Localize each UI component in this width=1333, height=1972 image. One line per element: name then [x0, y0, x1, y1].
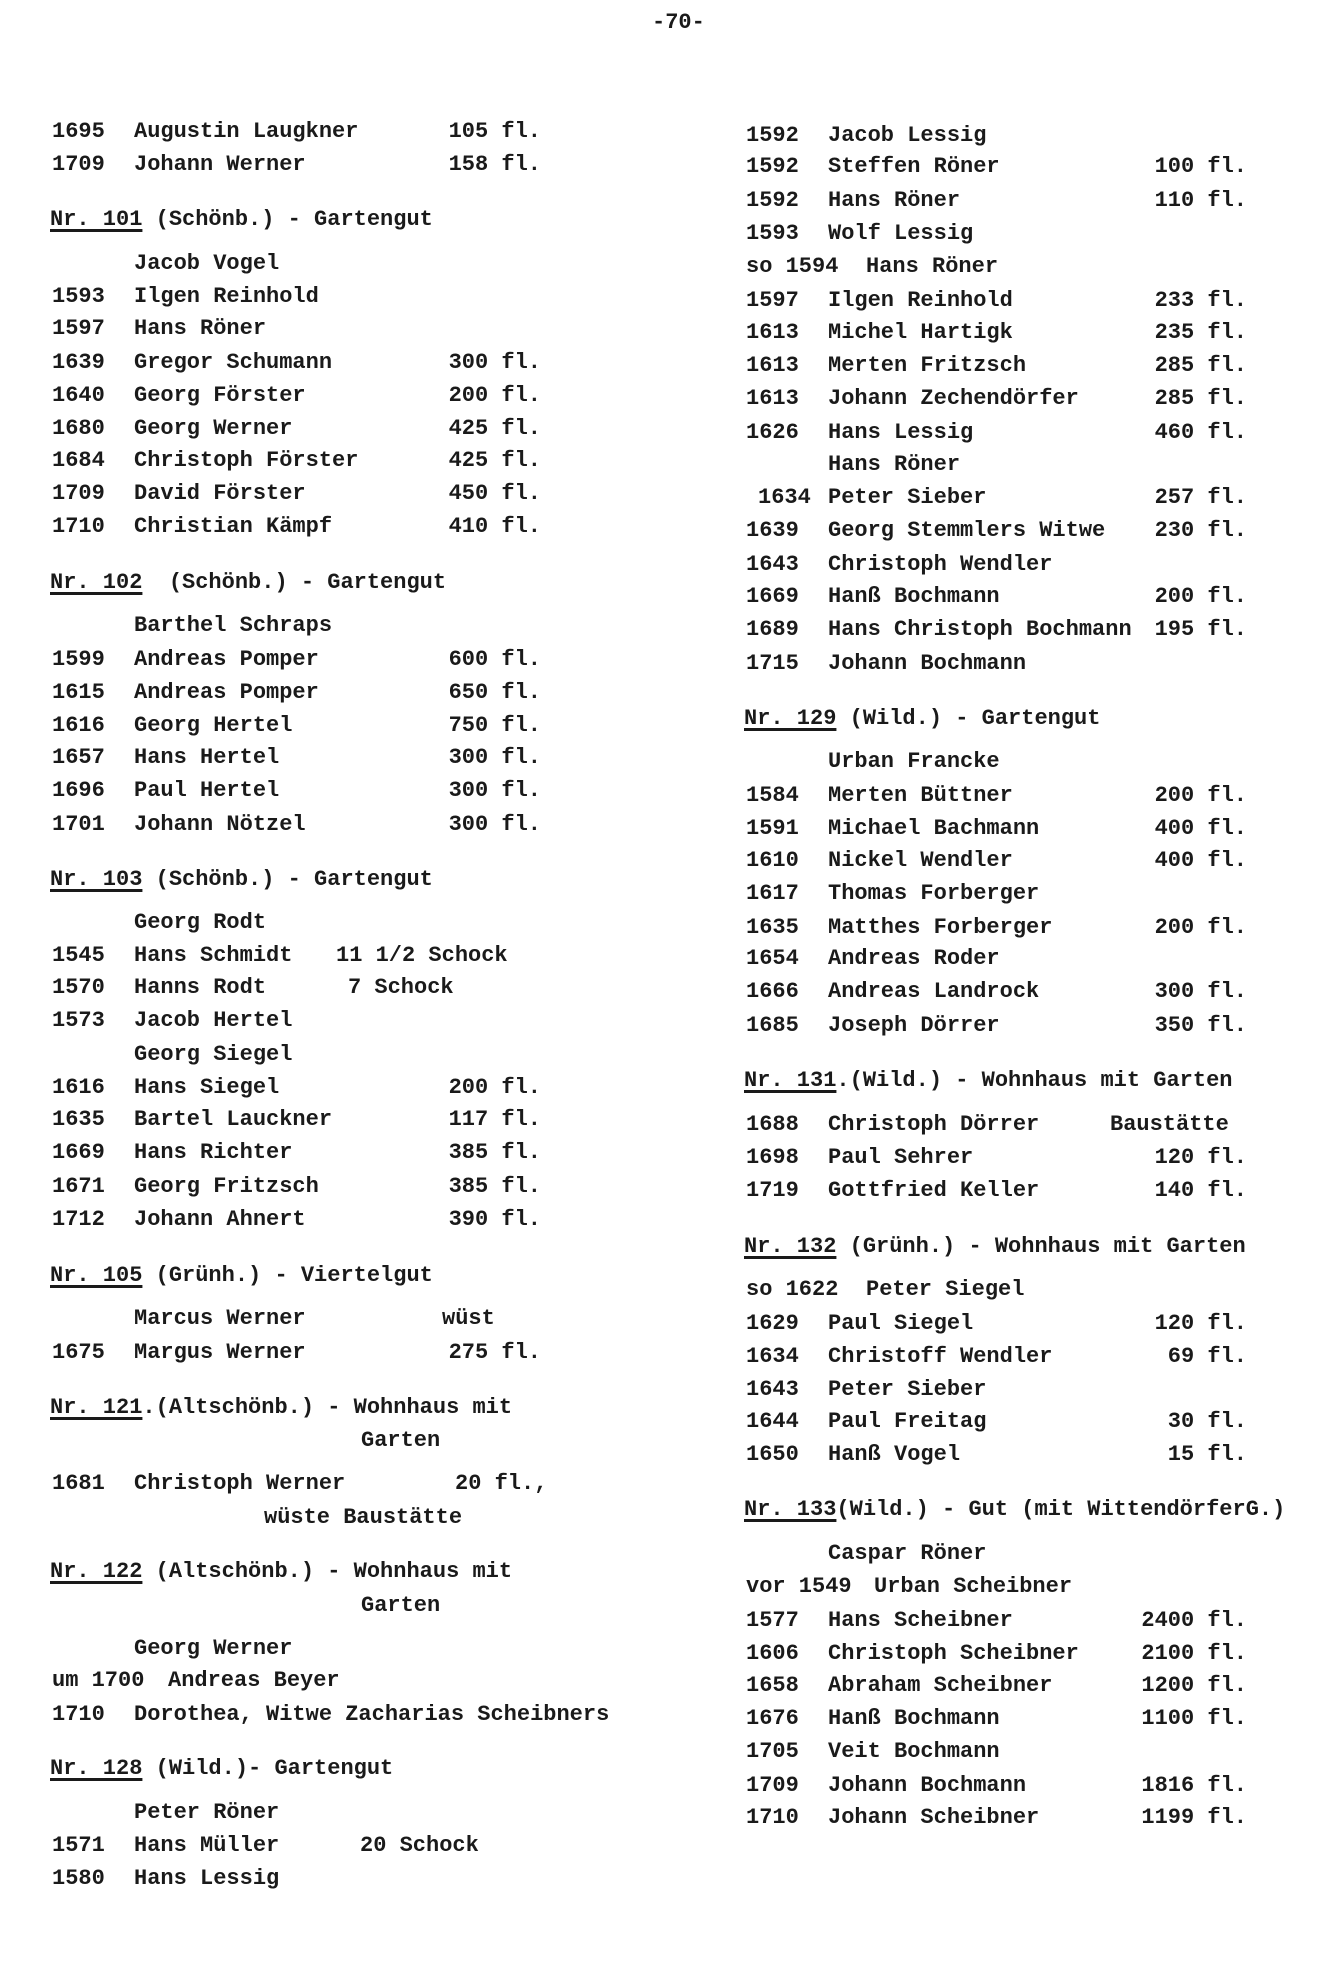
entry-name: Hans Schmidt — [134, 943, 293, 968]
section-heading — [744, 1234, 1246, 1260]
entry-value: 105 fl. — [448, 119, 541, 144]
entry-value: 385 fl. — [448, 1140, 541, 1165]
entry-year: 1657 — [52, 745, 105, 770]
entry-value: 400 fl. — [1154, 848, 1247, 873]
entry-value: 100 fl. — [1154, 154, 1247, 179]
entry-value: 69 fl. — [1167, 1344, 1247, 1369]
entry-year: 1684 — [52, 448, 105, 473]
entry-value: 120 fl. — [1154, 1145, 1247, 1170]
entry-name: Marcus Werner — [134, 1306, 306, 1331]
entry-value: 2100 fl. — [1141, 1641, 1247, 1666]
entry-year: 1626 — [746, 420, 799, 445]
entry-year: 1719 — [746, 1178, 799, 1203]
entry-name: Hanß Vogel — [828, 1442, 961, 1467]
entry-year: 1681 — [52, 1471, 105, 1496]
entry-year: 1635 — [746, 915, 799, 940]
entry-name: Andreas Roder — [828, 946, 1000, 971]
entry-year: 1666 — [746, 979, 799, 1004]
entry-name: Urban Francke — [828, 749, 1000, 774]
entry-value: 233 fl. — [1154, 288, 1247, 313]
entry-year: 1615 — [52, 680, 105, 705]
entry-year: um 1700 — [52, 1668, 145, 1693]
entry-name: Paul Siegel — [828, 1311, 974, 1336]
entry-year: 1685 — [746, 1013, 799, 1038]
entry-year: 1570 — [52, 975, 105, 1000]
entry-year: 1709 — [52, 152, 105, 177]
entry-value: 410 fl. — [448, 514, 541, 539]
entry-name: Steffen Röner — [828, 154, 1000, 179]
entry-value: 1200 fl. — [1141, 1673, 1247, 1698]
entry-year: 1592 — [746, 154, 799, 179]
entry-name: Ilgen Reinhold — [134, 284, 319, 309]
entry-year: 1635 — [52, 1107, 105, 1132]
entry-name: Hans Scheibner — [828, 1608, 1013, 1633]
entry-value: 200 fl. — [1154, 915, 1247, 940]
entry-name: Michel Hartigk — [828, 320, 1013, 345]
entry-year: 1610 — [746, 848, 799, 873]
entry-name: Andreas Beyer — [168, 1668, 340, 1693]
entry-value: 300 fl. — [448, 778, 541, 803]
entry-name: Augustin Laugkner — [134, 119, 359, 144]
entry-year: 1650 — [746, 1442, 799, 1467]
entry-name: Merten Büttner — [828, 783, 1013, 808]
entry-year: 1709 — [746, 1773, 799, 1798]
entry-year: vor 1549 — [746, 1574, 852, 1599]
property-number: Nr. 103 — [50, 867, 143, 892]
entry-year: 1709 — [52, 481, 105, 506]
entry-value: 15 fl. — [1167, 1442, 1247, 1467]
entry-value: 11 1/2 Schock — [336, 943, 508, 968]
entry-year: 1676 — [746, 1706, 799, 1731]
entry-name: Georg Hertel — [134, 713, 293, 738]
section-heading — [50, 207, 433, 233]
entry-year: 1597 — [746, 288, 799, 313]
entry-name: Jacob Vogel — [134, 251, 280, 276]
entry-year: so 1594 — [746, 254, 839, 279]
entry-value: 600 fl. — [448, 647, 541, 672]
entry-year: 1597 — [52, 316, 105, 341]
property-description: (Grünh.) - Wohnhaus mit Garten — [836, 1234, 1246, 1259]
entry-name: Bartel Lauckner — [134, 1107, 333, 1132]
entry-value: 30 fl. — [1167, 1409, 1247, 1434]
entry-year: 1644 — [746, 1409, 799, 1434]
entry-year: 1599 — [52, 647, 105, 672]
entry-name: Hans Röner — [866, 254, 999, 279]
entry-value: 20 fl., — [455, 1471, 548, 1496]
entry-year: 1640 — [52, 383, 105, 408]
entry-name: Michael Bachmann — [828, 816, 1040, 841]
entry-value: 230 fl. — [1154, 518, 1247, 543]
entry-name: Hans Lessig — [828, 420, 974, 445]
entry-name: Peter Siegel — [866, 1277, 1025, 1302]
entry-year: 1639 — [52, 350, 105, 375]
section-heading — [744, 1497, 1285, 1523]
entry-value: 400 fl. — [1154, 816, 1247, 841]
entry-year: 1643 — [746, 552, 799, 577]
property-description: (Schönb.) - Gartengut — [142, 207, 433, 232]
entry-value: 460 fl. — [1154, 420, 1247, 445]
entry-value: 2400 fl. — [1141, 1608, 1247, 1633]
entry-year: 1639 — [746, 518, 799, 543]
entry-year: 1606 — [746, 1641, 799, 1666]
entry-name: Christoph Förster — [134, 448, 359, 473]
section-heading — [50, 1395, 512, 1421]
entry-year: 1629 — [746, 1311, 799, 1336]
entry-value: 257 fl. — [1154, 485, 1247, 510]
section-heading — [744, 706, 1100, 732]
entry-value: 300 fl. — [1154, 979, 1247, 1004]
entry-year: 1696 — [52, 778, 105, 803]
entry-value: 285 fl. — [1154, 386, 1247, 411]
entry-name: Paul Hertel — [134, 778, 280, 803]
property-number: Nr. 133 — [744, 1497, 837, 1522]
entry-name: Christoph Werner — [134, 1471, 346, 1496]
entry-year: 1580 — [52, 1866, 105, 1891]
entry-value: 120 fl. — [1154, 1311, 1247, 1336]
entry-value: 300 fl. — [448, 350, 541, 375]
entry-name: Johann Ahnert — [134, 1207, 306, 1232]
entry-year: 1591 — [746, 816, 799, 841]
entry-year: 1710 — [52, 1702, 105, 1727]
entry-name: Hans Richter — [134, 1140, 293, 1165]
entry-value: 300 fl. — [448, 812, 541, 837]
entry-value: 110 fl. — [1154, 188, 1247, 213]
entry-name: Matthes Forberger — [828, 915, 1053, 940]
entry-year: 1613 — [746, 386, 799, 411]
entry-value: 140 fl. — [1154, 1178, 1247, 1203]
entry-value: 1100 fl. — [1141, 1706, 1247, 1731]
entry-year: 1710 — [52, 514, 105, 539]
entry-name: Peter Sieber — [828, 485, 987, 510]
entry-name: Hans Röner — [828, 188, 961, 213]
section-heading — [744, 1068, 1233, 1094]
property-number: Nr. 129 — [744, 706, 837, 731]
entry-name: Georg Rodt — [134, 910, 267, 935]
entry-name: Georg Stemmlers Witwe — [828, 518, 1106, 543]
entry-year: 1571 — [52, 1833, 105, 1858]
entry-name: Johann Bochmann — [828, 1773, 1027, 1798]
entry-value: 200 fl. — [448, 1075, 541, 1100]
property-description: (Schönb.) - Gartengut — [142, 570, 447, 595]
entry-year: 1592 — [746, 123, 799, 148]
entry-name: Johann Zechendörfer — [828, 386, 1079, 411]
continuation-note: Garten — [361, 1428, 441, 1453]
entry-name: Caspar Röner — [828, 1541, 987, 1566]
entry-year: 1698 — [746, 1145, 799, 1170]
property-description: (Wild.)- Gartengut — [142, 1756, 394, 1781]
entry-value: 650 fl. — [448, 680, 541, 705]
entry-value: 350 fl. — [1154, 1013, 1247, 1038]
property-number: Nr. 101 — [50, 207, 143, 232]
entry-name: Jacob Lessig — [828, 123, 987, 148]
property-description: (Wild.) - Gartengut — [836, 706, 1101, 731]
entry-name: Georg Werner — [134, 1636, 293, 1661]
entry-name: Gottfried Keller — [828, 1178, 1040, 1203]
entry-name: Christoph Scheibner — [828, 1641, 1079, 1666]
entry-name: Georg Siegel — [134, 1042, 293, 1067]
entry-name: Johann Nötzel — [134, 812, 306, 837]
entry-year: 1613 — [746, 320, 799, 345]
entry-name: Georg Förster — [134, 383, 306, 408]
entry-value: 200 fl. — [1154, 584, 1247, 609]
entry-name: Jacob Hertel — [134, 1008, 293, 1033]
entry-year: 1680 — [52, 416, 105, 441]
property-description: (Altschönb.) - Wohnhaus mit — [142, 1559, 513, 1584]
entry-name: Hanß Bochmann — [828, 584, 1000, 609]
entry-name: Andreas Landrock — [828, 979, 1040, 1004]
entry-year: 1616 — [52, 1075, 105, 1100]
entry-year: 1616 — [52, 713, 105, 738]
entry-year: 1593 — [746, 221, 799, 246]
entry-name: Gregor Schumann — [134, 350, 333, 375]
entry-value: 750 fl. — [448, 713, 541, 738]
entry-value: 300 fl. — [448, 745, 541, 770]
entry-year: 1705 — [746, 1739, 799, 1764]
entry-name: Christoph Wendler — [828, 552, 1053, 577]
entry-name: David Förster — [134, 481, 306, 506]
entry-year: 1613 — [746, 353, 799, 378]
entry-name: Hans Hertel — [134, 745, 280, 770]
entry-year: 1710 — [746, 1805, 799, 1830]
entry-year: 1671 — [52, 1174, 105, 1199]
entry-year: 1689 — [746, 617, 799, 642]
entry-name: Barthel Schraps — [134, 613, 333, 638]
property-number: Nr. 121 — [50, 1395, 143, 1420]
entry-name: Wolf Lessig — [828, 221, 974, 246]
entry-year: 1712 — [52, 1207, 105, 1232]
property-number: Nr. 131 — [744, 1068, 837, 1093]
entry-name: Dorothea, Witwe Zacharias Scheibners — [134, 1702, 610, 1727]
property-number: Nr. 105 — [50, 1263, 143, 1288]
entry-name: Merten Fritzsch — [828, 353, 1027, 378]
entry-year: 1577 — [746, 1608, 799, 1633]
property-number: Nr. 122 — [50, 1559, 143, 1584]
property-description: .(Altschönb.) - Wohnhaus mit — [142, 1395, 513, 1420]
entry-year: 1669 — [52, 1140, 105, 1165]
entry-year: 1643 — [746, 1377, 799, 1402]
entry-name: Johann Scheibner — [828, 1805, 1040, 1830]
section-heading — [50, 1756, 393, 1782]
property-description: (Wild.) - Gut (mit WittendörferG.) — [836, 1497, 1286, 1522]
entry-name: Veit Bochmann — [828, 1739, 1000, 1764]
entry-name: Hans Lessig — [134, 1866, 280, 1891]
entry-name: Paul Freitag — [828, 1409, 987, 1434]
entry-name: Hans Röner — [134, 316, 267, 341]
entry-year: 1634 — [746, 1344, 799, 1369]
entry-year: 1592 — [746, 188, 799, 213]
section-heading — [50, 867, 433, 893]
entry-year: 1634 — [758, 485, 811, 510]
entry-year: 1654 — [746, 946, 799, 971]
entry-name: Hans Christoph Bochmann — [828, 617, 1132, 642]
property-description: (Grünh.) - Viertelgut — [142, 1263, 433, 1288]
continuation-note: wüste Baustätte — [264, 1505, 463, 1530]
entry-value: 385 fl. — [448, 1174, 541, 1199]
continuation-note: Garten — [361, 1593, 441, 1618]
entry-name: Paul Sehrer — [828, 1145, 974, 1170]
entry-name: Joseph Dörrer — [828, 1013, 1000, 1038]
entry-value: 117 fl. — [448, 1107, 541, 1132]
entry-name: Hanns Rodt — [134, 975, 267, 1000]
entry-value: 195 fl. — [1154, 617, 1247, 642]
entry-name: Andreas Pomper — [134, 680, 319, 705]
entry-value: 1816 fl. — [1141, 1773, 1247, 1798]
entry-name: Margus Werner — [134, 1340, 306, 1365]
entry-name: Thomas Forberger — [828, 881, 1040, 906]
entry-year: 1617 — [746, 881, 799, 906]
entry-value: 158 fl. — [448, 152, 541, 177]
entry-year: 1593 — [52, 284, 105, 309]
entry-name: Christoff Wendler — [828, 1344, 1053, 1369]
entry-name: Andreas Pomper — [134, 647, 319, 672]
entry-year: 1688 — [746, 1112, 799, 1137]
entry-year: 1573 — [52, 1008, 105, 1033]
entry-name: Georg Fritzsch — [134, 1174, 319, 1199]
property-description: (Schönb.) - Gartengut — [142, 867, 433, 892]
entry-value: 390 fl. — [448, 1207, 541, 1232]
entry-name: Peter Röner — [134, 1800, 280, 1825]
entry-value: 235 fl. — [1154, 320, 1247, 345]
entry-name: Hans Röner — [828, 452, 961, 477]
entry-value: 200 fl. — [448, 383, 541, 408]
entry-name: Hans Müller — [134, 1833, 280, 1858]
property-number: Nr. 128 — [50, 1756, 143, 1781]
property-number: Nr. 102 — [50, 570, 143, 595]
entry-year: 1675 — [52, 1340, 105, 1365]
entry-name: Nickel Wendler — [828, 848, 1013, 873]
entry-name: Hanß Bochmann — [828, 1706, 1000, 1731]
entry-year: 1545 — [52, 943, 105, 968]
entry-name: Abraham Scheibner — [828, 1673, 1053, 1698]
entry-value: 285 fl. — [1154, 353, 1247, 378]
entry-name: Ilgen Reinhold — [828, 288, 1013, 313]
entry-year: 1658 — [746, 1673, 799, 1698]
entry-value: 425 fl. — [448, 448, 541, 473]
entry-value: 7 Schock — [348, 975, 454, 1000]
entry-name: Johann Bochmann — [828, 651, 1027, 676]
entry-name: Georg Werner — [134, 416, 293, 441]
entry-name: Christoph Dörrer — [828, 1112, 1040, 1137]
entry-value: 20 Schock — [360, 1833, 479, 1858]
entry-name: Urban Scheibner — [874, 1574, 1073, 1599]
entry-year: 1669 — [746, 584, 799, 609]
entry-value: wüst — [442, 1306, 495, 1331]
section-heading — [50, 1559, 512, 1585]
entry-name: Peter Sieber — [828, 1377, 987, 1402]
entry-value: 450 fl. — [448, 481, 541, 506]
entry-value: 1199 fl. — [1141, 1805, 1247, 1830]
entry-value: Baustätte — [1110, 1112, 1229, 1137]
entry-year: 1715 — [746, 651, 799, 676]
entry-year: 1584 — [746, 783, 799, 808]
property-description: .(Wild.) - Wohnhaus mit Garten — [836, 1068, 1233, 1093]
entry-name: Hans Siegel — [134, 1075, 280, 1100]
section-heading — [50, 570, 446, 596]
entry-year: 1695 — [52, 119, 105, 144]
entry-year: so 1622 — [746, 1277, 839, 1302]
entry-name: Johann Werner — [134, 152, 306, 177]
page-number: -70- — [652, 10, 705, 35]
entry-year: 1701 — [52, 812, 105, 837]
entry-value: 200 fl. — [1154, 783, 1247, 808]
entry-name: Christian Kämpf — [134, 514, 333, 539]
entry-value: 275 fl. — [448, 1340, 541, 1365]
property-number: Nr. 132 — [744, 1234, 837, 1259]
entry-value: 425 fl. — [448, 416, 541, 441]
section-heading — [50, 1263, 433, 1289]
